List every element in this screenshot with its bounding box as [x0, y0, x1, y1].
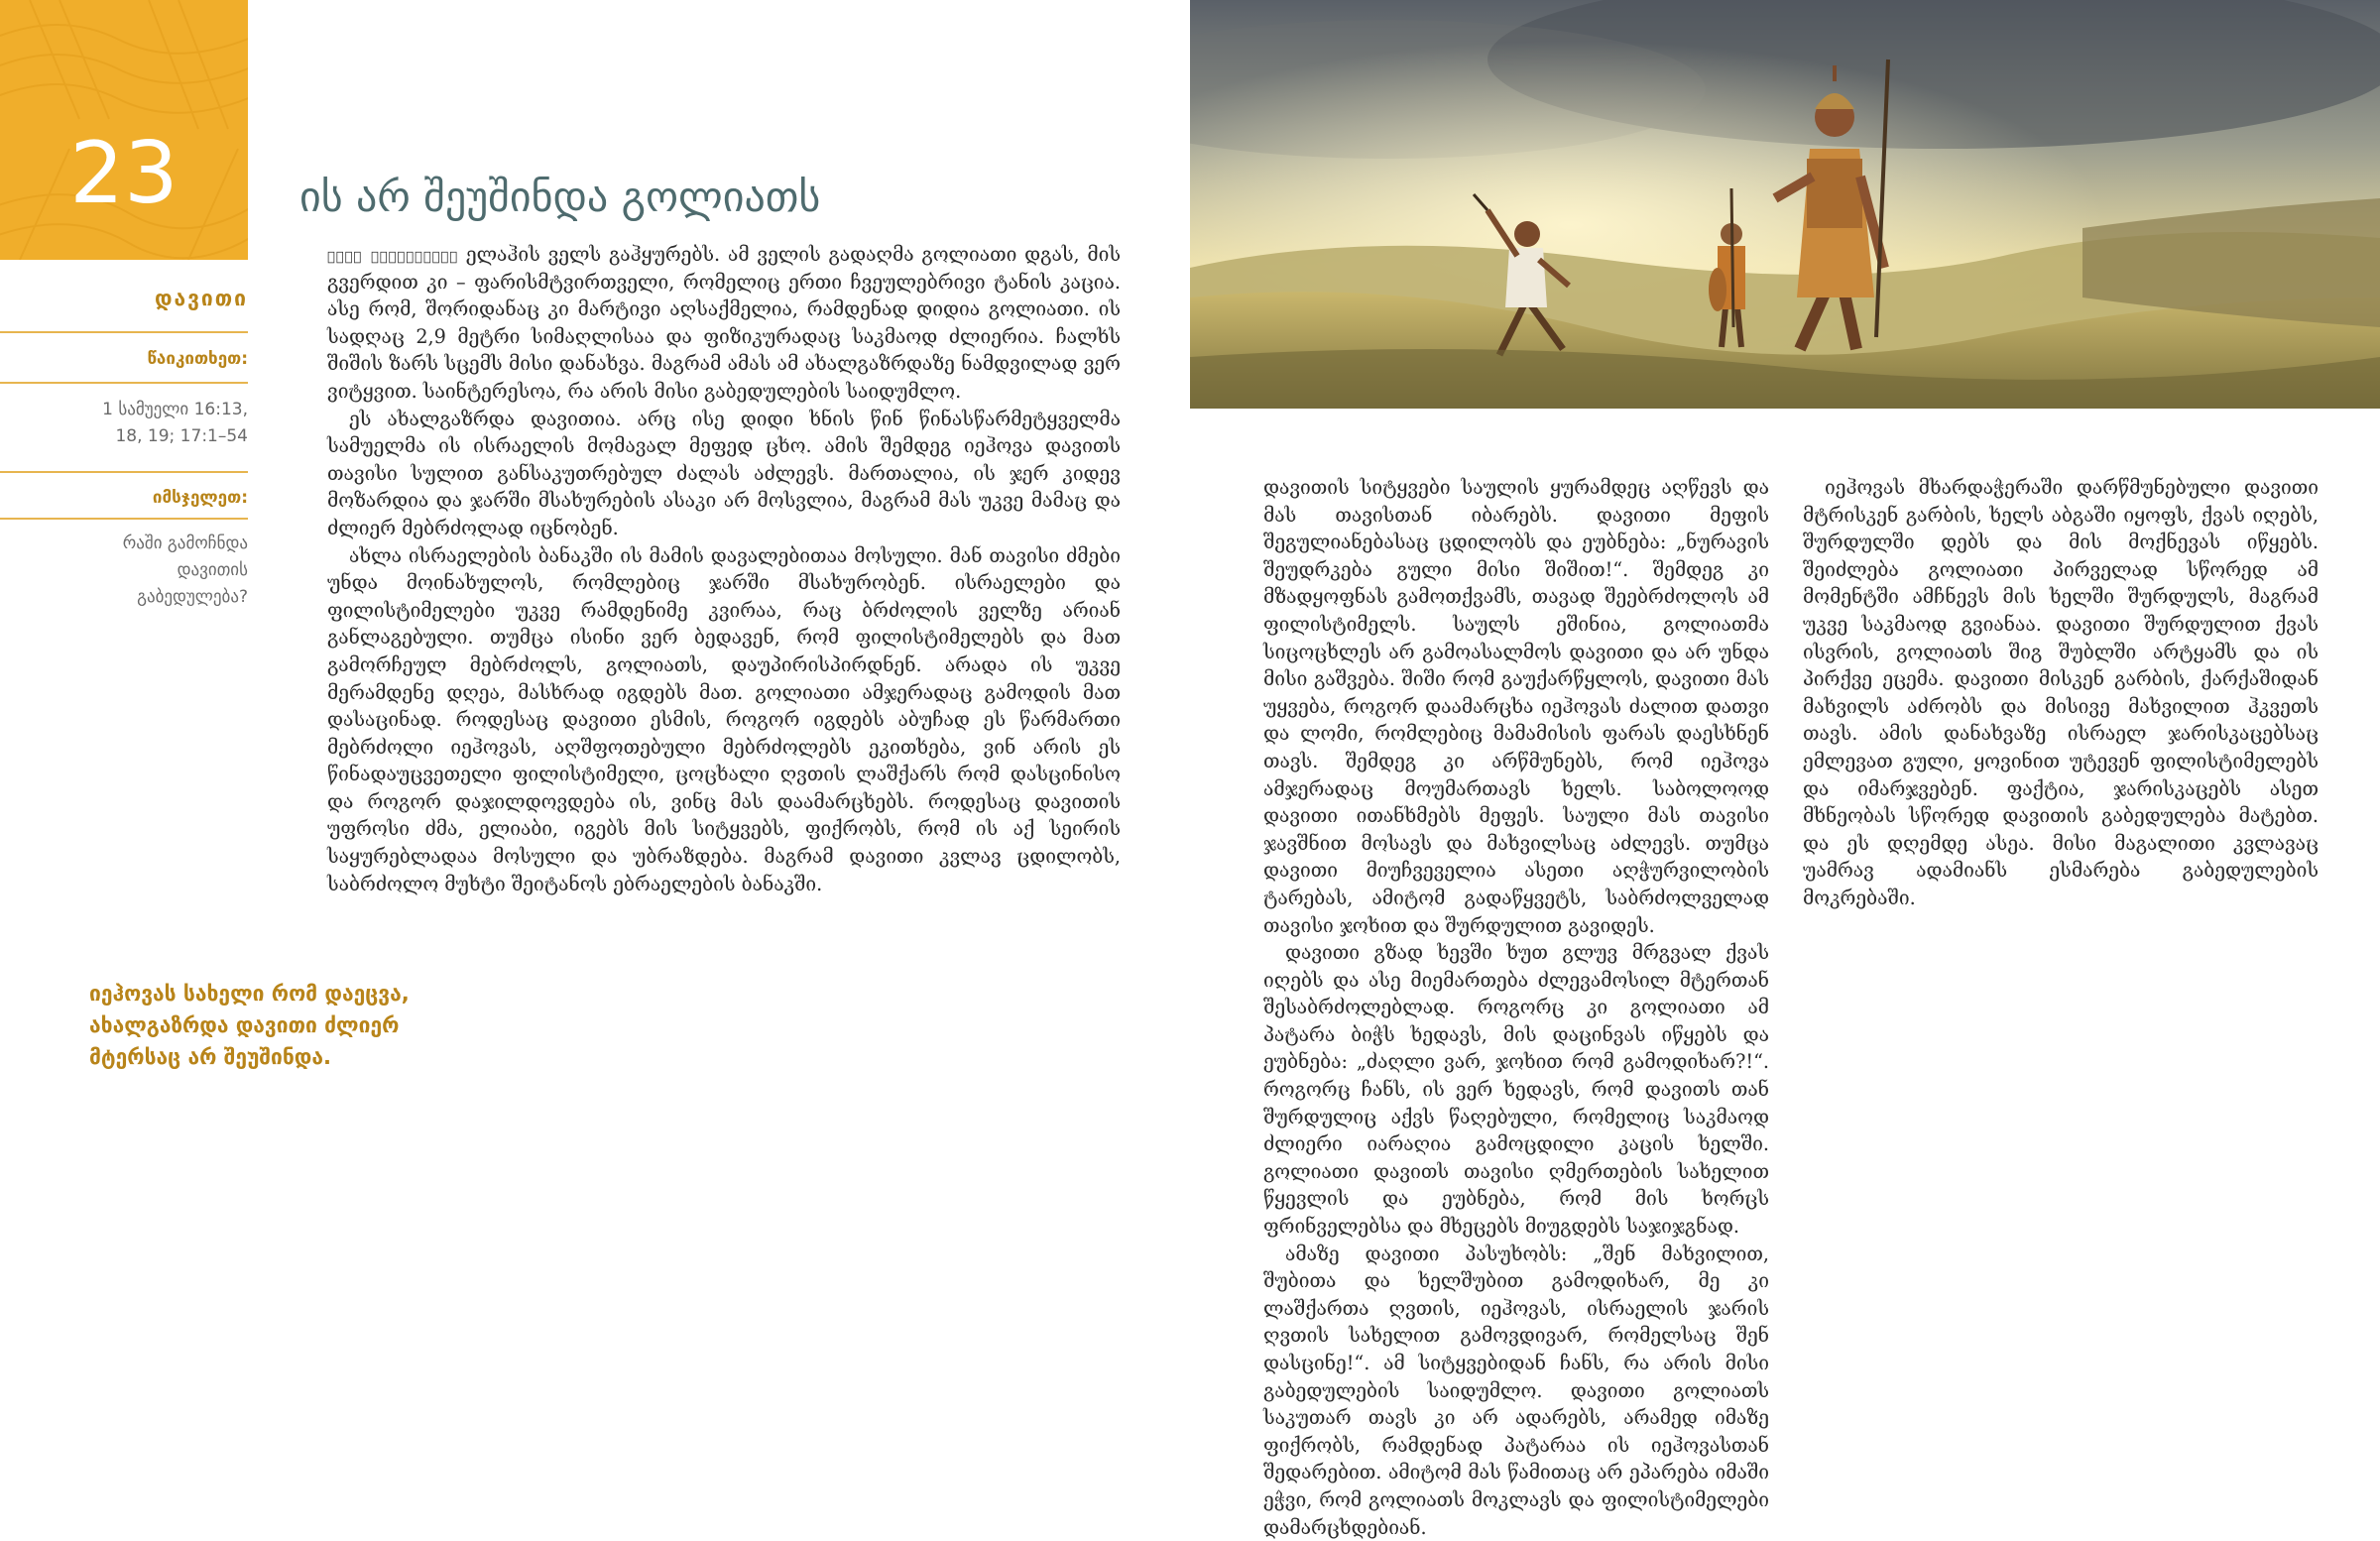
sidebar-divider	[0, 471, 248, 473]
sidebar-divider	[0, 518, 248, 520]
discuss-label: იმსჯელეთ:	[152, 488, 248, 508]
discussion-question-line: დავითის	[177, 560, 248, 580]
paragraph: დავითი გზად ხევში ხუთ გლუვ მრგვალ ქვას იღებს და ასე მიემართება ძლევამოსილ მტერთან შესაბრძოლებლად. როგორც კი გოლიათი ამ პატარა ბიჭს ხედავს, მის დაცინვას იწყებს და ეუბნება: „ძაღლი ვარ, ჯოხით რომ გამოდიხარ?!“. როგორც ჩანს, ის ვერ ხედავს, რომ დავითს თან შურდულიც აქვს წაღებული, რომელიც საკმაოდ ძლიერი იარაღია გამოცდილი კაცის ხელში. გოლიათი დავითს თავისი ღმერთების სახელით წყევლის და ეუბნება, რომ მის ხორცს ფრინველებსა და მხეცებს მიუგდებს საჯიჯგნად.	[1263, 941, 1769, 1239]
scripture-references	[0, 397, 248, 450]
article-column-3	[1803, 474, 2319, 912]
scripture-reference-line: 18, 19; 17:1–54	[115, 426, 248, 446]
scripture-reference-line: 1 სამუელი 16:13,	[102, 400, 248, 419]
paragraph	[327, 241, 1121, 406]
read-label: წაიკითხეთ:	[147, 349, 248, 369]
paragraph: დავითის სიტყვები საულის ყურამდეც აღწევს და მას თავისთან იბარებს. დავითი მეფის შეგულიანებასაც ცდილობს და ეუბნება: „ნურავის შეუდრკება გული მისი შიშით!“. შემდეგ კი მზადყოფნას გამოთქვამს, თავად შეებრძოლოს ამ ფილისტიმელს. საულს ეშინია, გოლიათმა სიცოცხლეს არ გამოასალმოს დავითი და არ უნდა მისი გაშვება. შიში რომ გაუქარწყლოს, დავითი მას უყვება, როგორ დაამარცხა იეჰოვას ძალით დათვი და ლომი, რომლებიც მამამისის ფარას დაესხნენ თავს. შემდეგ კი არწმუნებს, რომ იეჰოვა ამჯერადაც მოუმართავს ხელს. საბოლოოდ დავითი ითანხმებს მეფეს. საული მას თავისი ჯავშნით მოსავს და მახვილსაც აძლევს. თუმცა დავითი მიუჩვეველია ასეთი აღჭურვილობის ტარებას, ამიტომ გადაწყვეტს, საბრძოლველად თავისი ჯოხით და შურდულით გავიდეს.	[1263, 476, 1769, 937]
discussion-question	[0, 531, 248, 611]
discussion-question-line: რაში გამოჩნდა	[122, 533, 248, 553]
paragraph-text: ელაჰის ველს გაჰყურებს. ამ ველის გადაღმა გოლიათი დგას, მის გვერდით კი – ფარისმტვირთველი, რომელიც ერთი ჩვეულებრივი ტანის კაცია. ასე რომ, შორიდანაც კი მარტივი აღსაქმელია, რამდენად დიდია გოლიათი. ის სადღაც 2,9 მეტრი სიმაღლისაა და ფიზიკურადაც საკმაოდ ძლიერია. ჩალხს შიშის ზარს სცემს მისი დანახვა. მაგრამ ამას ამ ახალგაზრდაზე ნამდვილად ვერ ვიტყვით. საინტერესოა, რა არის მისი გაბედულების საიდუმლო.	[327, 243, 1122, 403]
discussion-question-line: გაბედულება?	[137, 587, 248, 607]
article-column-2	[1263, 474, 1769, 1541]
paragraph: ახლა ისრაელების ბანაკში ის მამის დავალებითაა მოსული. მან თავისი ძმები უნდა მოინახულოს, რომლებიც ჯარში მსახურობენ. ისრაელები და ფილისტიმელები უკვე რამდენიმე კვირაა, რაც ბრძოლის ველზე არიან განლაგებული. თუმცა ისინი ვერ ბედავენ, რომ ფილისტიმელებს და მათ გამორჩეულ მებრძოლს, გოლიათს, დაუპირისპირდნენ. არადა ის უკვე მერამდენე დღეა, მასხრად იგდებს მათ. გოლიათი ამჯერადაც გამოდის მათ დასაცინად. როდესაც დავითი ესმის, როგორ იგდებს აბუჩად ეს წარმართი მებრძოლი იეჰოვას, აღშფოთებული მებრძოლებს ეკითხება, ვინ არის ეს წინადაუცვეთელი ფილისტიმელი, ცოცხალი ღვთის ლაშქარს რომ დასცინისო და როგორ დაჯილდოვდება ის, ვინც მას დაამარცხებს. როდესაც დავითის უფროსი ძმა, ელიაბი, იგებს მის სიტყვებს, ფიქრობს, რომ ის აქ სეირის საყურებლადაა მოსული და უბრაზდება. მაგრამ დავითი კვლავ ცდილობს, საბრძოლო მუხტი შეიტანოს ებრაელების ბანაკში.	[327, 543, 1121, 895]
character-name: დავითი	[154, 287, 248, 310]
chapter-tab	[0, 0, 248, 260]
sidebar-divider	[0, 382, 248, 384]
paragraph: იეჰოვას მხარდაჭერაში დარწმუნებული დავითი მტრისკენ გარბის, ხელს აბგაში იყოფს, ქვას იღებს, შურდულში დებს და მის მოქნევას იწყებს. შეიძლება გოლიათი პირველად სწორედ ამ მომენტში ამჩნევს მის ხელში შურდულს, მაგრამ უკვე საკმაოდ გვიანაა. დავითი შურდულით ქვას ისვრის, გოლიათს შიგ შუბლში არტყამს და ის პირქვე ეცემა. დავითი მისკენ გარბის, ქარქაშიდან მახვილს აძრობს და მისივე მახვილით ჰკვეთს თავს. ამის დანახვაზე ისრაელ ჯარისკაცებსაც ემლევათ გული, ყოვინით უტევენ ფილისტიმელებს და იმარჯვებენ. ფაქტია, ჯარისკაცებს ასეთ მხნეობას სწორედ დავითის გაბედულება მატებთ. და ეს დღემდე ასეა. მისი მაგალითი კვლავაც უამრავ ადამიანს ესმარება გაბედულების მოკრებაში.	[1803, 476, 2319, 909]
chapter-number: 23	[69, 124, 178, 223]
david-goliath-illustration	[1190, 0, 2380, 409]
lead-in: ერთი ახალგაზრდა	[327, 243, 459, 266]
pull-quote: იეჰოვას სახელი რომ დაეცვა, ახალგაზრდა დავითი ძლიერ მტერსაც არ შეუშინდა.	[89, 982, 410, 1069]
paragraph: ამაზე დავითი პასუხობს: „შენ მახვილით, შუბითა და ხელშუბით გამოდიხარ, მე კი ლაშქართა ღვთის, იეჰოვას, ისრაელის ჯარის ღვთის სახელით გამოვდივარ, რომელსაც შენ დასცინე!“. ამ სიტყვებიდან ჩანს, რა არის მისი გაბედულების საიდუმლო. დავითი გოლიათს საკუთარ თავს კი არ ადარებს, არამედ იმაზე ფიქრობს, რამდენად პატარაა ის იეჰოვასთან შედარებით. ამიტომ მას წამითაც არ ეპარება იმაში ეჭვი, რომ გოლიათს მოკლავს და ფილისტიმელები დამარცხდებიან.	[1263, 1242, 1769, 1539]
page-title: ის არ შეუშინდა გოლიათს	[299, 173, 821, 221]
sidebar-divider	[0, 331, 248, 333]
article-column-1	[327, 241, 1121, 897]
paragraph: ეს ახალგაზრდა დავითია. არც ისე დიდი ხნის წინ წინასწარმეტყველმა სამუელმა ის ისრაელის მომავალ მეფედ ცხო. ამის შემდეგ იეჰოვა დავითს თავისი სულით განსაკუთრებულ ძალას აძლევს. მართალია, ის ჯერ კიდევ მოზარდია და ჯარში მსახურების ასაკი არ მოსვლია, მაგრამ მას უკვე მამაც და ძლიერ მებრძოლად იცნობენ.	[327, 407, 1121, 539]
